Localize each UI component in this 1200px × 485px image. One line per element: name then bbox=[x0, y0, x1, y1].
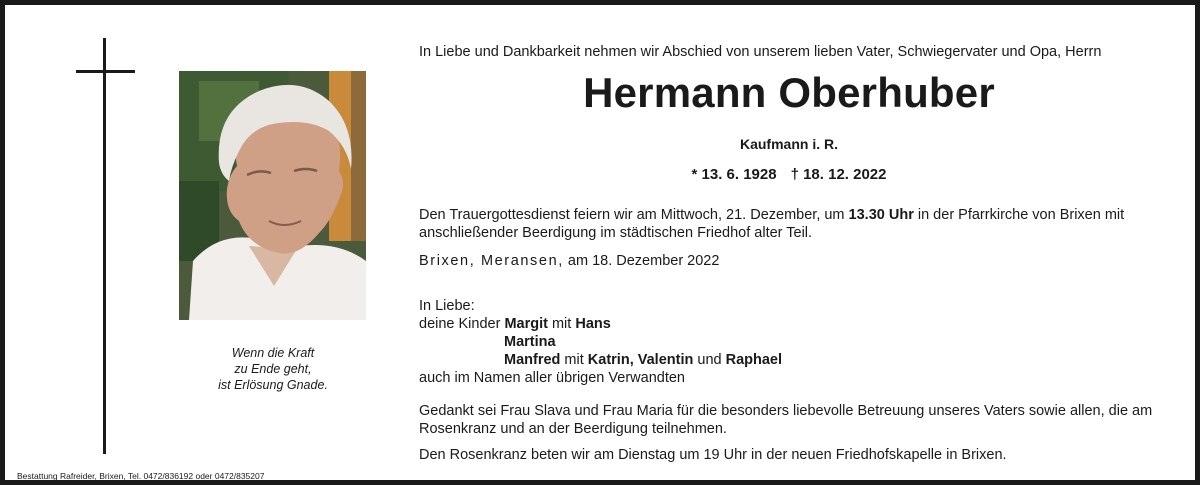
thanks-text: Gedankt sei Frau Slava und Frau Maria für die besonders liebevolle Betreuung unseres Vaters sowie allen, die am Rosenkranz und an der Beerdigung teilnehmen. bbox=[419, 403, 1153, 437]
mourner-row bbox=[419, 351, 1159, 369]
child-name: Martina bbox=[504, 334, 556, 350]
quote bbox=[173, 345, 373, 393]
service-text-end: in der Pfarrkirche von Brixen mit anschließender Beerdigung im städtischen Friedhof alter Teil. bbox=[419, 207, 1125, 241]
mourners bbox=[419, 297, 1159, 387]
place: Brixen, Meransen, bbox=[419, 253, 564, 269]
quote-line: zu Ende geht, bbox=[234, 362, 312, 376]
date: am 18. Dezember 2022 bbox=[563, 253, 720, 269]
funeral-home-note: Bestattung Rafreider, Brixen, Tel. 0472/836192 oder 0472/835207 bbox=[17, 471, 265, 481]
service-info bbox=[419, 206, 1159, 242]
grandchild-name: Raphael bbox=[725, 352, 783, 368]
connector: mit bbox=[560, 352, 588, 368]
cross-icon bbox=[103, 38, 106, 454]
rosary-text: Den Rosenkranz beten wir am Dienstag um 19 Uhr in der neuen Friedhofskapelle in Brixen. bbox=[419, 447, 1007, 463]
partner-names: Katrin, Valentin bbox=[587, 352, 694, 368]
place-date bbox=[419, 252, 1159, 270]
partner-name: Hans bbox=[575, 316, 611, 332]
deceased-name: Hermann Oberhuber bbox=[583, 69, 995, 116]
deceased-title: Kaufmann i. R. bbox=[739, 136, 838, 152]
mourner-row bbox=[419, 333, 1159, 351]
mourners-closing: auch im Namen aller übrigen Verwandten bbox=[419, 370, 685, 386]
portrait-photo bbox=[179, 71, 366, 320]
death-date: † 18. 12. 2022 bbox=[790, 166, 887, 183]
connector: mit bbox=[547, 316, 576, 332]
cross-icon-bar bbox=[76, 70, 135, 73]
connector: und bbox=[693, 352, 726, 368]
birth-date: * 13. 6. 1928 bbox=[691, 166, 777, 183]
service-time: 13.30 Uhr bbox=[848, 207, 914, 223]
mourners-lead: deine Kinder bbox=[419, 316, 505, 332]
child-name: Margit bbox=[504, 316, 548, 332]
mourner-row bbox=[419, 315, 1159, 333]
intro-text: In Liebe und Dankbarkeit nehmen wir Abschied von unserem lieben Vater, Schwiegervater und Opa, Herrn bbox=[419, 44, 1102, 60]
life-dates bbox=[419, 166, 1159, 183]
mourners-heading: In Liebe: bbox=[419, 298, 475, 314]
child-name: Manfred bbox=[504, 352, 561, 368]
quote-line: ist Erlösung Gnade. bbox=[218, 378, 328, 392]
service-text: Den Trauergottesdienst feiern wir am Mittwoch, 21. Dezember, um bbox=[419, 207, 849, 223]
quote-line: Wenn die Kraft bbox=[231, 346, 315, 360]
